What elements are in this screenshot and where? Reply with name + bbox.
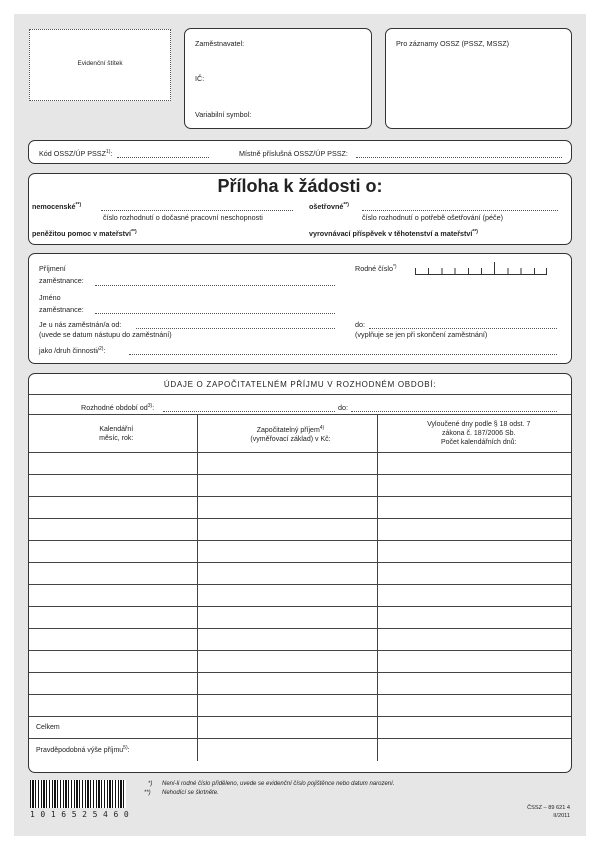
jako-label: jako /druh činnosti/$^{2)}$: xyxy=(39,346,106,355)
kod-field[interactable] xyxy=(117,157,209,158)
zamestnan-od-label: Je u nás zaměstnán/a od: xyxy=(39,320,122,329)
table-row[interactable] xyxy=(29,541,572,563)
table-row[interactable] xyxy=(29,453,572,475)
vs-label: Variabilní symbol: xyxy=(195,110,252,119)
codes-box xyxy=(28,140,572,164)
income-table xyxy=(29,414,572,761)
table-header-row xyxy=(29,415,572,453)
heading-divider xyxy=(29,394,571,395)
table-row[interactable] xyxy=(29,563,572,585)
period-from-label: Rozhodné období $od^{3)}$: xyxy=(81,403,155,412)
nemocenske-label: nemocenské**) xyxy=(32,202,82,211)
label-box xyxy=(29,29,171,101)
label-box-text: Evidenční štítek xyxy=(77,60,123,67)
income-heading: ÚDAJE O ZAPOČITATELNÉM PŘÍJMU V ROZHODNÉM OBDOBÍ: xyxy=(163,380,437,389)
penezita-label: peněžitou pomoc v mateřství**) xyxy=(32,229,137,238)
rodne-cislo-end xyxy=(546,268,547,274)
table-row-total[interactable] xyxy=(29,717,572,739)
table-row-probable[interactable] xyxy=(29,739,572,761)
ic-label: IČ: xyxy=(195,74,205,83)
prijmeni-label-1: Příjmení xyxy=(39,264,66,273)
col-days-header: Vyloučené dny podle § 18 odst. 7 zákona č. 187/2006 Sb. Počet kalendářních dnů: xyxy=(377,415,572,453)
barcode xyxy=(30,780,126,808)
mistne-field[interactable] xyxy=(356,157,562,158)
table-row[interactable] xyxy=(29,651,572,673)
period-from-field[interactable] xyxy=(163,411,335,412)
period-to-field[interactable] xyxy=(351,411,557,412)
osetrovne-label: ošetřovné**) xyxy=(309,202,349,211)
col-month-header: Kalendářní měsíc, rok: xyxy=(29,415,197,453)
barcode-number: 1 0 1 6 5 2 5 4 6 0 xyxy=(30,810,130,819)
kod-label: Kód OSSZ/ÚP PSSZ$^{1)}$: xyxy=(39,149,113,158)
footnote-2-mark: **) xyxy=(144,790,151,796)
jmeno-label-2: zaměstnance: xyxy=(39,305,84,314)
jmeno-label-1: Jméno xyxy=(39,293,61,302)
table-row[interactable] xyxy=(29,607,572,629)
do-note: (vyplňuje se jen při skončení zaměstnání) xyxy=(355,330,488,339)
rodne-cislo-field[interactable] xyxy=(415,262,547,275)
col-income-header: Započitatelný příjem$^{4)}$ (vyměřovací základ) v Kč: xyxy=(197,415,377,453)
prijmeni-label-2: zaměstnance: xyxy=(39,276,84,285)
osetrovne-sub: číslo rozhodnutí o potřebě ošetřování (péče) xyxy=(362,213,504,222)
form-version: II/2011 xyxy=(553,813,570,819)
nemocenske-sub: číslo rozhodnutí o dočasné pracovní neschopnosti xyxy=(103,213,263,222)
prijmeni-field[interactable] xyxy=(95,285,335,286)
table-row[interactable] xyxy=(29,695,572,717)
table-row[interactable] xyxy=(29,673,572,695)
rodne-cislo-label: Rodné číslo*) xyxy=(355,264,397,273)
table-row[interactable] xyxy=(29,629,572,651)
footnote-1-mark: *) xyxy=(148,781,153,787)
period-to-label: do: xyxy=(338,403,348,412)
mistne-label: Místně příslušná OSSZ/ÚP PSSZ: xyxy=(239,149,348,158)
celkem-label: Celkem xyxy=(29,717,197,739)
records-box xyxy=(385,28,572,129)
do-field[interactable] xyxy=(369,328,557,329)
page-title: Příloha k žádosti o: xyxy=(217,176,383,196)
zamestnan-od-field[interactable] xyxy=(136,328,335,329)
rodne-cislo-divider xyxy=(494,262,495,274)
do-label: do: xyxy=(355,320,365,329)
nemocenske-field[interactable] xyxy=(101,210,293,211)
employer-label: Zaměstnavatel: xyxy=(195,39,245,48)
pravdepodobna-label: Pravděpodobná výše příjmu$^{5)}$: xyxy=(29,739,197,761)
income-box xyxy=(28,373,572,773)
records-label: Pro záznamy OSSZ (PSSZ, MSSZ) xyxy=(396,39,510,48)
table-row[interactable] xyxy=(29,475,572,497)
employer-box xyxy=(184,28,372,129)
zamestnan-od-note: (uvede se datum nástupu do zaměstnání) xyxy=(39,330,172,339)
table-row[interactable] xyxy=(29,497,572,519)
title-box xyxy=(28,173,572,245)
form-code: ČSSZ – 89 621 4 xyxy=(527,805,570,811)
footnote-2: Nehodící se škrtněte. xyxy=(162,790,219,796)
employee-box xyxy=(28,253,572,364)
osetrovne-field[interactable] xyxy=(362,210,558,211)
jako-field[interactable] xyxy=(129,354,557,355)
jmeno-field[interactable] xyxy=(95,313,335,314)
table-row[interactable] xyxy=(29,519,572,541)
table-row[interactable] xyxy=(29,585,572,607)
footnote-1: Není-li rodné číslo přiděleno, uvede se evidenční číslo pojištěnce nebo datum narození. xyxy=(162,781,395,787)
vyrovnavaci-label: vyrovnávací příspěvek v těhotenství a mateřství**) xyxy=(309,229,478,238)
